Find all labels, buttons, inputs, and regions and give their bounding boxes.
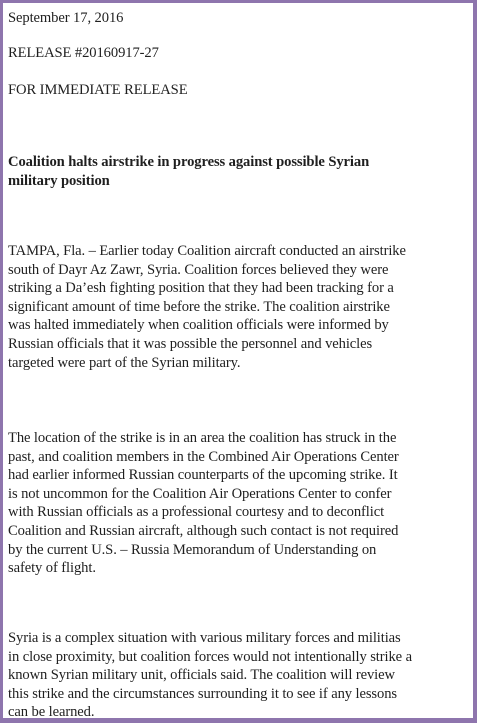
paragraph-line: can be learned.: [8, 704, 95, 721]
paragraph-line: was halted immediately when coalition officials were informed by: [8, 317, 389, 334]
paragraph-line: Russian officials that it was possible the personnel and vehicles: [8, 335, 373, 352]
release-date: September 17, 2016: [8, 10, 124, 26]
paragraph-2: [8, 429, 473, 578]
paragraph-line: targeted were part of the Syrian military.: [8, 354, 241, 371]
paragraph-line: Coalition and Russian aircraft, although such contact is not required: [8, 522, 399, 539]
paragraph-line: TAMPA, Fla. – Earlier today Coalition aircraft conducted an airstrike: [8, 243, 406, 259]
paragraph-line: past, and coalition members in the Combined Air Operations Center: [8, 448, 399, 465]
paragraph-line: had earlier informed Russian counterparts of the upcoming strike. It: [8, 467, 398, 484]
headline-line-1: Coalition halts airstrike in progress against possible Syrian: [8, 154, 370, 170]
release-type: FOR IMMEDIATE RELEASE: [8, 82, 188, 98]
paragraph-line: The location of the strike is in an area the coalition has struck in the: [8, 430, 397, 446]
paragraph-1: [8, 242, 473, 372]
paragraph-line: Syria is a complex situation with various military forces and militias: [8, 630, 401, 646]
release-number: RELEASE #20160917-27: [8, 45, 159, 61]
paragraph-line: is not uncommon for the Coalition Air Operations Center to confer: [8, 485, 392, 502]
headline-line-2: military position: [8, 173, 110, 189]
paragraph-line: significant amount of time before the strike. The coalition airstrike: [8, 298, 390, 315]
paragraph-3: [8, 629, 473, 722]
paragraph-line: with Russian officials as a professional courtesy and to deconflict: [8, 504, 385, 521]
paragraph-line: south of Dayr Az Zawr, Syria. Coalition forces believed they were: [8, 261, 389, 278]
paragraph-line: known Syrian military unit, officials said. The coalition will review: [8, 667, 395, 684]
paragraph-line: striking a Da’esh fighting position that they had been tracking for a: [8, 280, 394, 297]
paragraph-line: this strike and the circumstances surrounding it to see if any lessons: [8, 685, 397, 702]
paragraph-line: by the current U.S. – Russia Memorandum of Understanding on: [8, 541, 377, 558]
paragraph-line: safety of flight.: [8, 560, 96, 577]
paragraph-line: in close proximity, but coalition forces would not intentionally strike a: [8, 648, 412, 665]
